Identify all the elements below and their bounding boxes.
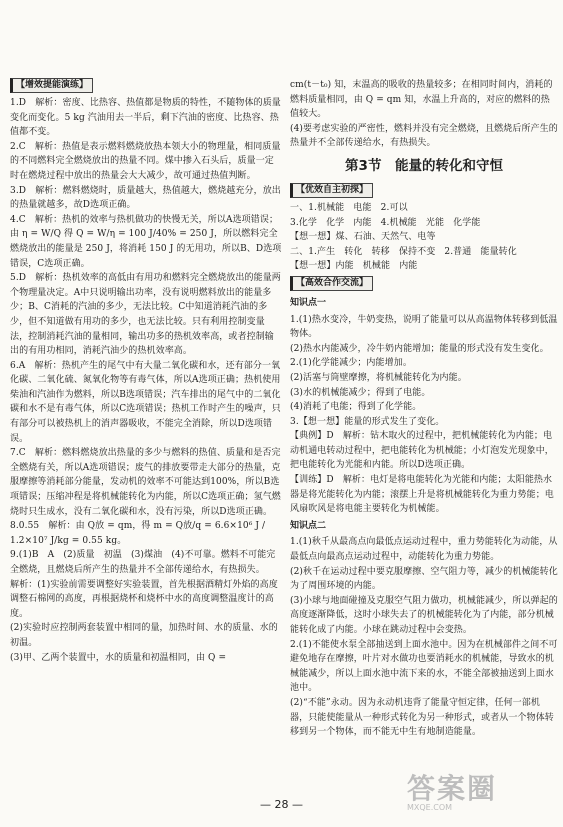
text-line: 3.【想一想】能量的形式发生了变化。 xyxy=(290,416,445,427)
knowledge-point-2: 知识点二 xyxy=(290,520,327,531)
text-line: 8.0.55 解析：由 Q放 = qm，得 m = Q放/q = 6.6×10⁶ J / 1.2×10⁷ J/kg = 0.55 kg。 xyxy=(10,521,266,546)
section-1-lines xyxy=(290,201,558,274)
watermark-logo xyxy=(407,772,557,823)
text-line: 3.化学 化学 内能 4.机械能 光能 化学能 xyxy=(290,217,481,228)
text-line: (2)秋千在运动过程中要克服摩擦、空气阻力等，减少的机械能转化为了周围环境的内能。 xyxy=(290,566,558,592)
text-line: (3)甲、乙两个装置中，水的质量和初温相同，由 Q = xyxy=(10,652,227,663)
section-heading: 【增效提能演练】 xyxy=(10,78,93,93)
text-line: 2.C 解析：热值是表示燃料燃烧放热本领大小的物理量，相同质量的不同燃料完全燃烧放出的热量不同。煤中掺入石头后，质量一定时在燃烧过程中放出的热量会大大减少，故可通过热值判断。 xyxy=(10,141,281,181)
text-line: (2)“不能”永动。因为永动机违背了能量守恒定律，任何一部机器，只能使能量从一种形式转化为另一种形式，或者从一个物体转移到另一个物体，而不能无中生有地制造能量。 xyxy=(290,697,554,738)
text-line: (4)要考虑实验的严密性，燃料并没有完全燃烧，且燃烧后所产生的热量并不全部传递给水，有热损失。 xyxy=(290,123,558,149)
text-line: (2)实验时应控制两套装置中相同的量，加热时间、水的质量、水的初温。 xyxy=(10,623,278,648)
text-line: (4)消耗了电能；得到了化学能。 xyxy=(290,402,422,413)
text-line: 【典例】D 解析：钻木取火的过程中，把机械能转化为内能；电动机通电转动过程中，把电能转化为机械能；小灯泡发光现象中，把电能转化为光能和内能。所以D选项正确。 xyxy=(290,431,554,471)
text-line: 【想一想】煤、石油、天然气、电等 xyxy=(290,232,436,243)
text-line: cm(t－t₀) 知，末温高的吸收的热量较多；在相同时间内，消耗的燃料质量相同，由 Q = qm 知，水温上升高的，对应的燃料的热值较大。 xyxy=(290,80,553,120)
text-line: 5.D 解析：热机效率的高低由有用功和燃料完全燃烧放出的能量两个物理量决定。A中只说明输出功率，没有说明燃料放出的能量多少；B、C消耗的汽油的多少，无法比较。C中知道消耗汽油的多少，但不知道做有用功的多少，也无法比较。只有利用控制变量法，控制消耗汽油的量相同，输出功多的热机效率高，或者控制输出的有用功相同，消耗汽油少的热机效率高。 xyxy=(10,273,281,357)
text-line: 2.(1)不能使水泵全部抽送到上面水池中。因为在机械部件之间不可避免地存在摩擦，叶片对水做功也要消耗水的机械能，导致水的机械能减少，所以上面水池中流下来的水，不能全部被抽送到上面水池中。 xyxy=(290,639,558,694)
text-line: 2.(1)化学能减少；内能增加。 xyxy=(290,358,412,369)
section-heading-2: 【高效合作交流】 xyxy=(290,276,373,291)
section-heading-1: 【优效自主初探】 xyxy=(290,183,373,198)
watermark-text: 答案圈 xyxy=(407,772,498,805)
knowledge-point-1-lines xyxy=(290,313,558,517)
text-line: 3.D 解析：燃料燃烧时，质量越大，热值越大，燃烧越充分，放出的热量就越多，故D选项正确。 xyxy=(10,185,281,211)
text-line: 4.C 解析：热机的效率与热机做功的快慢无关，所以A选项错误；由 η = W/Q 得 Q = W/η = 100 J/40% = 250 J，所以燃料完全燃烧放出的能量是 250 J，将消耗 150 J 的无用功，所以B、D选项错误，C选项正确。 xyxy=(10,214,282,269)
left-column xyxy=(10,76,282,665)
text-line: 【想一想】内能 机械能 内能 xyxy=(290,261,418,272)
text-line: (2)活塞与筒壁摩擦，将机械能转化为内能。 xyxy=(290,372,467,383)
watermark-url: MXQE.COM xyxy=(407,803,453,812)
knowledge-point-2-lines xyxy=(290,535,558,739)
text-line: 一、1.机械能 电能 2.可以 xyxy=(290,202,408,213)
text-line: 6.A 解析：热机产生的尾气中有大量二氧化碳和水，还有部分一氧化碳、二氧化硫、氮氧化物等有毒气体，所以A选项正确；热机使用柴油和汽油作为燃料，所以B选项错误；汽车排出的尾气中的二氧化碳和水不是有毒气体，所以C选项错误；热机工作时产生的噪声，只有部分可以被热机上的消声器吸收，不能完全消除，所以D选项错误。 xyxy=(10,360,281,444)
page-number: — 28 — xyxy=(260,798,303,811)
text-line: 解析：(1)实验前需要调整好实验装置，首先根据酒精灯外焰的高度调整石棉网的高度，再根据烧杯和烧杯中水的高度调整温度计的高度。 xyxy=(10,579,278,619)
chapter-title: 第3节 能量的转化和守恒 xyxy=(345,157,503,174)
text-line: 1.D 解析：密度、比热容、热值都是物质的特性，不随物体的质量变化而变化。5 kg 汽油用去一半后，剩下汽油的密度、比热容、热值都不变。 xyxy=(10,98,281,138)
text-line: 7.C 解析：燃料燃烧放出热量的多少与燃料的热值、质量和是否完全燃烧有关，所以A选项错误；废气的排放要带走大部分的热量，克服摩擦等消耗部分能量，发动机的效率不可能达到100%，所以B选项错误；压缩冲程是将机械能转化为内能，所以C选项正确；氢气燃烧时只生成水，没有二氧化碳和水，没有污染，所以D选项正确。 xyxy=(10,448,281,517)
text-line: 1.(1)热水变冷，牛奶变热，说明了能量可以从高温物体转移到低温物体。 xyxy=(290,314,558,340)
text-line: 1.(1)秋千从最高点向最低点运动过程中，重力势能转化为动能，从最低点向最高点运动过程中，动能转化为重力势能。 xyxy=(290,537,558,563)
right-top-paragraphs xyxy=(290,78,558,151)
text-line: (3)水的机械能减少；得到了电能。 xyxy=(290,387,431,398)
right-column xyxy=(290,78,558,740)
text-line: 【训练】D 解析：电灯是将电能转化为光能和内能；太阳能热水器是将光能转化为内能；滚摆上升是将机械能转化为重力势能；电风扇吹风是将电能主要转化为机械能。 xyxy=(290,475,554,515)
text-line: (2)热水内能减少，冷牛奶内能增加；能量的形式没有发生变化。 xyxy=(290,343,549,354)
knowledge-point-1: 知识点一 xyxy=(290,297,327,308)
text-line: 二、1.产生 转化 转移 保持不变 2.普通 能量转化 xyxy=(290,246,517,257)
text-line: (3)小球与地面碰撞及克服空气阻力做功，机械能减少，所以弹起的高度逐渐降低，这时小球失去了的机械能转化为了内能，部分机械能转化成了内能。小球在跳动过程中会变热。 xyxy=(290,595,558,635)
text-line: 9.(1)B A (2)质量 初温 (3)煤油 (4)不可靠。燃料不可能完全燃烧，且燃烧后所产生的热量并不全部传递给水，有热损失。 xyxy=(10,550,276,575)
left-paragraphs xyxy=(10,96,282,665)
